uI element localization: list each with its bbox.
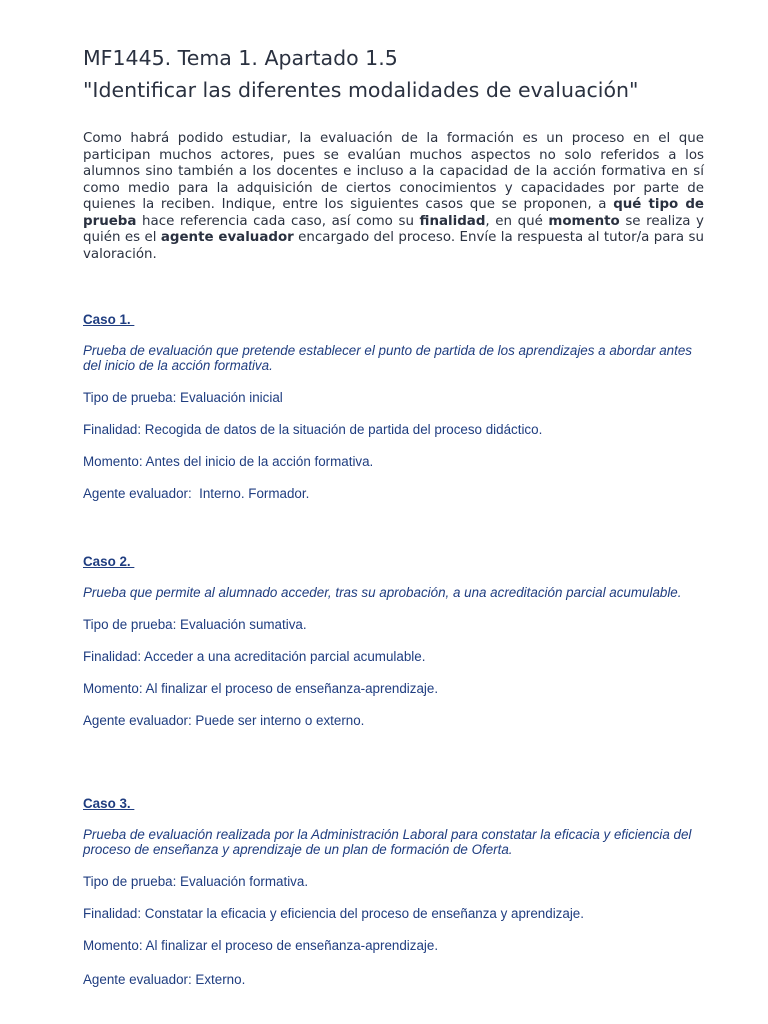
intro-bold-finalidad: finalidad <box>419 213 486 229</box>
intro-bold-tipo-prueba: qué tipo de prueba <box>83 197 704 229</box>
case-3-tipo: Tipo de prueba: Evaluación formativa. <box>83 874 309 889</box>
case-1-agente: Agente evaluador: Interno. Formador. <box>83 486 310 501</box>
intro-text-5: encargado del proceso. Envíe la respuesta al tutor/a para su valoración. <box>83 230 704 262</box>
case-3-finalidad: Finalidad: Constatar la eficacia y eficiencia del proceso de enseñanza y aprendizaje. <box>83 906 584 921</box>
case-3-section <box>83 795 703 988</box>
case-1-tipo: Tipo de prueba: Evaluación inicial <box>83 390 283 405</box>
intro-text-4: se realiza y quién es el <box>83 213 704 245</box>
case-1-section <box>83 311 703 502</box>
case-1-heading: Caso 1. <box>83 312 135 327</box>
case-2-finalidad: Finalidad: Acceder a una acreditación parcial acumulable. <box>83 649 426 664</box>
case-2-tipo: Tipo de prueba: Evaluación sumativa. <box>83 617 307 632</box>
document-title-line-2: "Identificar las diferentes modalidades de evaluación" <box>83 78 639 102</box>
case-3-momento: Momento: Al finalizar el proceso de enseñanza-aprendizaje. <box>83 938 439 953</box>
intro-bold-momento: momento <box>548 213 620 229</box>
case-2-heading: Caso 2. <box>83 554 135 569</box>
case-2-agente: Agente evaluador: Puede ser interno o externo. <box>83 713 365 728</box>
case-2-momento: Momento: Al finalizar el proceso de enseñanza-aprendizaje. <box>83 681 439 696</box>
case-2-section <box>83 553 703 729</box>
intro-bold-agente-evaluador: agente evaluador <box>160 230 294 245</box>
case-3-heading: Caso 3. <box>83 796 135 811</box>
intro-text-3: , en qué <box>485 213 549 229</box>
case-1-description: Prueba de evaluación que pretende establecer el punto de partida de los aprendizajes a abordar antes del inicio de la acción formativa. <box>83 343 692 373</box>
intro-text-1: Como habrá podido estudiar, la evaluación de la formación es un proceso en el que participan muchos actores, pues se evalúan muchos aspectos no solo referidos a los alumnos sino también a los docentes e incluso a la capacidad de la acción formativa en sí como medio para la adquisición de ciertos conocimientos y capacidades por parte de quienes la reciben. Indique, entre los siguientes casos que se proponen, a <box>83 131 704 212</box>
intro-paragraph <box>83 131 704 263</box>
case-1-momento: Momento: Antes del inicio de la acción formativa. <box>83 454 374 469</box>
case-3-description: Prueba de evaluación realizada por la Administración Laboral para constatar la eficacia y eficiencia del proceso de enseñanza y aprendizaje de un plan de formación de Oferta. <box>83 827 692 857</box>
case-1-finalidad: Finalidad: Recogida de datos de la situación de partida del proceso didáctico. <box>83 422 543 437</box>
document-title-line-1: MF1445. Tema 1. Apartado 1.5 <box>83 46 398 70</box>
case-2-description: Prueba que permite al alumnado acceder, tras su aprobación, a una acreditación parcial acumulable. <box>83 585 682 600</box>
case-3-agente: Agente evaluador: Externo. <box>83 972 246 987</box>
intro-text-2: hace referencia cada caso, así como su <box>136 213 420 229</box>
